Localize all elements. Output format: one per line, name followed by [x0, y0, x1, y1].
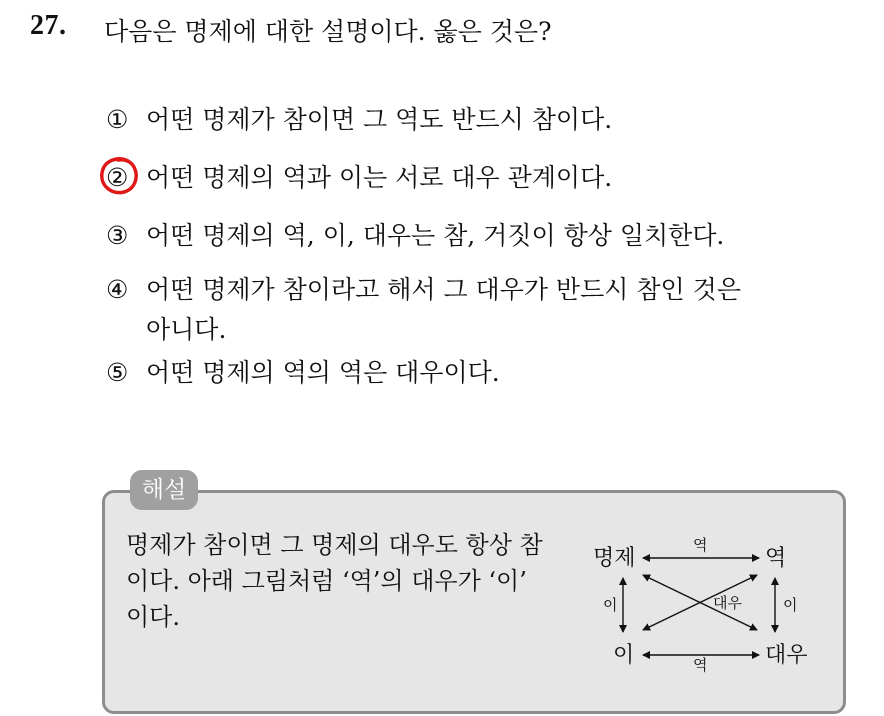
- node-proposition: 명제: [593, 546, 636, 571]
- top-edge-label: 역: [693, 536, 708, 554]
- choice-5-text: 어떤 명제의 역의 역은 대우이다.: [146, 358, 500, 387]
- choice-5[interactable]: [106, 353, 500, 393]
- choice-2[interactable]: [106, 158, 612, 198]
- choice-1-mark: ①: [106, 105, 129, 134]
- bottom-edge-label: 역: [693, 656, 708, 674]
- choice-3-text: 어떤 명제의 역, 이, 대우는 참, 거짓이 항상 일치한다.: [146, 221, 725, 250]
- diagonal-label: 대우: [713, 594, 742, 612]
- choice-4[interactable]: [106, 270, 741, 344]
- node-contrapositive: 대우: [765, 643, 808, 668]
- explanation-tab: 해설: [130, 470, 198, 510]
- node-converse: 역: [765, 546, 787, 571]
- choice-4-continuation: 아니다.: [146, 315, 227, 344]
- choice-1[interactable]: [106, 100, 612, 140]
- choice-5-mark: ⑤: [106, 358, 129, 387]
- choice-4-text: 어떤 명제가 참이라고 해서 그 대우가 반드시 참인 것은: [146, 275, 741, 304]
- choice-3-mark: ③: [106, 221, 129, 250]
- question-number: 27.: [30, 10, 67, 41]
- choice-2-text: 어떤 명제의 역과 이는 서로 대우 관계이다.: [146, 163, 613, 192]
- right-edge-label: 이: [783, 596, 798, 614]
- proposition-relation-diagram: [585, 530, 820, 680]
- node-inverse: 이: [613, 643, 635, 668]
- left-edge-label: 이: [603, 596, 618, 614]
- choice-4-mark: ④: [106, 275, 129, 304]
- explanation-text: 명제가 참이면 그 명제의 대우도 항상 참 이다. 아래 그림처럼 ‘역’의 대우가 ‘이’ 이다.: [126, 531, 543, 631]
- choice-2-mark: ②: [106, 163, 129, 192]
- question-text: 다음은 명제에 대한 설명이다. 옳은 것은?: [104, 17, 552, 46]
- choice-3[interactable]: [106, 216, 724, 256]
- answer-circle-marker: [98, 155, 142, 197]
- choice-1-text: 어떤 명제가 참이면 그 역도 반드시 참이다.: [146, 105, 613, 134]
